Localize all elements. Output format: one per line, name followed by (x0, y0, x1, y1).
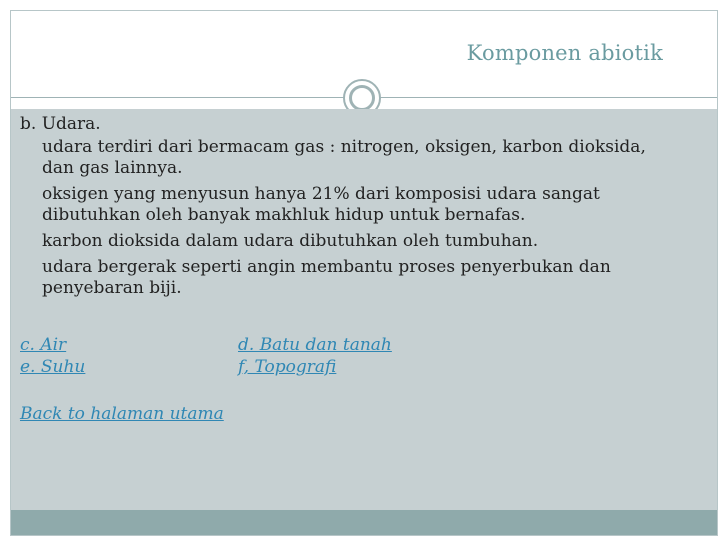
links-row-2 (20, 356, 392, 378)
links-row-1 (20, 334, 392, 356)
link-suhu[interactable]: e. Suhu (20, 357, 86, 377)
paragraph-oksigen: oksigen yang menyusun hanya 21% dari komposisi udara sangat dibutuhkan oleh banyak makhluk hidup untuk bernafas. (42, 184, 600, 225)
paragraph-gas: udara terdiri dari bermacam gas : nitrogen, oksigen, karbon dioksida, dan gas lainnya. (42, 137, 646, 178)
link-batu-dan-tanah[interactable]: d. Batu dan tanah (238, 335, 392, 355)
section-heading: b. Udara. (20, 114, 101, 134)
paragraph-angin: udara bergerak seperti angin membantu proses penyerbukan dan penyebaran biji. (42, 257, 611, 298)
footer-band (11, 510, 717, 535)
paragraph-karbon: karbon dioksida dalam udara dibutuhkan oleh tumbuhan. (42, 231, 539, 251)
slide-title: Komponen abiotik (466, 41, 663, 65)
link-topografi[interactable]: f, Topografi (238, 357, 337, 377)
back-to-home-link[interactable]: Back to halaman utama (20, 404, 224, 424)
back-link-container (20, 404, 224, 424)
content-text (20, 114, 680, 304)
topic-links (20, 334, 392, 378)
link-air[interactable]: c. Air (20, 335, 67, 355)
